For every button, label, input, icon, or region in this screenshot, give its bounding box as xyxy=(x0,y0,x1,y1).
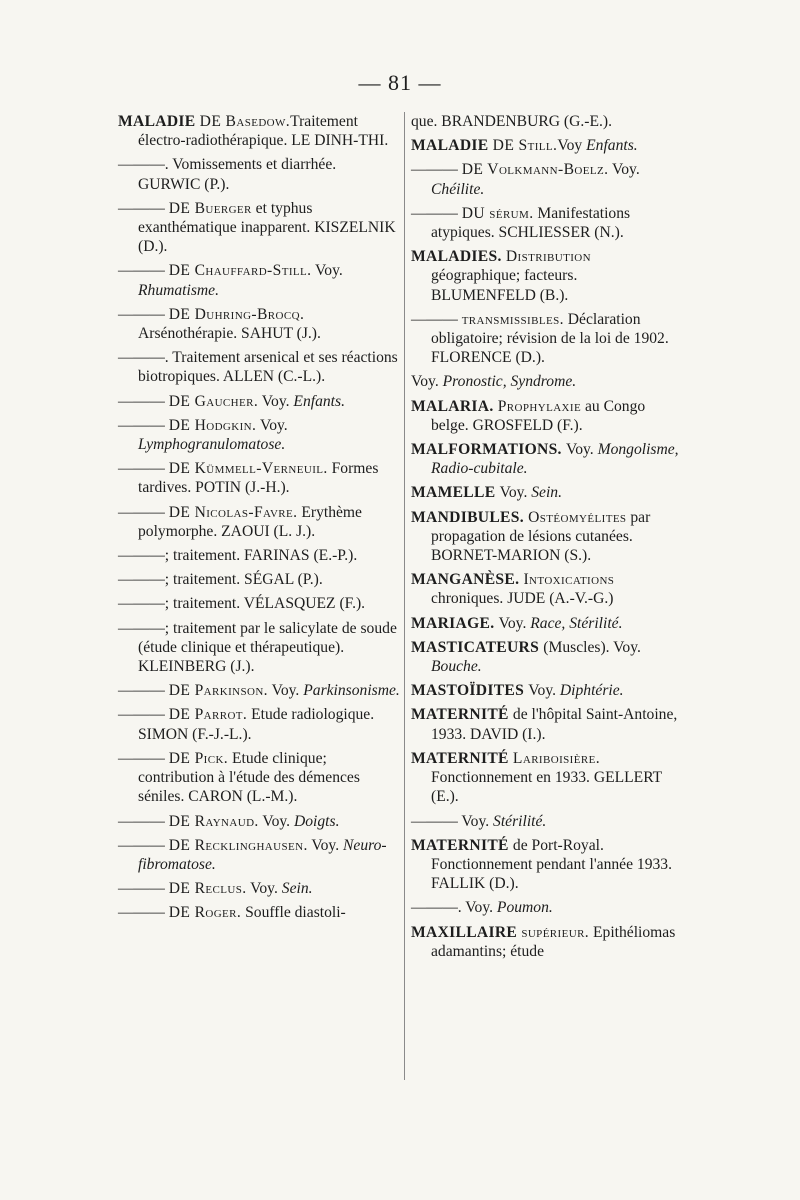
index-entry: ——— DE Chauffard-Still. Voy. Rhumatisme. xyxy=(118,262,343,299)
entry-sc: DE Parrot. xyxy=(168,706,248,724)
entry-head: MALADIES. xyxy=(411,248,506,266)
entry-rest: Voy. xyxy=(258,812,291,830)
entry-it: Parkinsonisme. xyxy=(299,682,400,700)
index-entry: ——— DE Gaucher. Voy. Enfants. xyxy=(118,392,345,410)
entry-it: Diphtérie. xyxy=(556,682,624,700)
index-entry: ——— DE Hodgkin. Voy. Lymphogranulomatose. xyxy=(118,416,288,454)
entry-rest: et typhus exanthématique inapparent. KISZELNIK (D.). xyxy=(138,199,396,256)
entry-rest: Voy. xyxy=(258,392,290,410)
index-entry: ——— DE Recklinghausen. Voy. Neuro-fibromatose. xyxy=(118,836,387,873)
index-entry xyxy=(411,508,683,566)
entry-sc: DE Hodgkin. xyxy=(168,416,257,434)
entry-head: MALADIE xyxy=(118,113,200,130)
entry-rest: Voy. xyxy=(411,373,439,391)
entry-sc: DE Volkmann-Boelz. xyxy=(461,161,609,179)
entry-it: Race, Stérilité. xyxy=(526,614,623,632)
entry-head: MAMELLE xyxy=(411,484,500,502)
entry-it: Mongolisme, Radio-cubitale. xyxy=(431,441,679,478)
entry-sc: DE Duhring-Brocq. xyxy=(168,305,305,323)
entry-it: Enfants. xyxy=(289,392,345,410)
entry-rest: Voy. xyxy=(307,836,340,854)
index-entry xyxy=(411,440,683,478)
entry-rest: Déclaration obligatoire; révision de la loi de 1902. FLORENCE (D.). xyxy=(431,310,669,367)
entry-it: Bouche. xyxy=(431,658,482,676)
index-entry: ——— DE Kümmell-Verneuil. Formes tardives. POTIN (J.-H.). xyxy=(118,460,379,497)
entry-rest: Voy. xyxy=(565,441,594,459)
index-entry xyxy=(118,348,400,386)
entry-rest: Voy. xyxy=(608,161,640,179)
page-number: — 81 — xyxy=(358,70,442,95)
entry-rest: Erythème polymorphe. ZAOUI (L. J.). xyxy=(138,503,362,540)
right-column xyxy=(411,112,683,966)
entry-rest: (Muscles). Voy. xyxy=(543,638,641,656)
index-entry: ——— DE Nicolas-Favre. Erythème polymorphe. ZAOUI (L. J.). xyxy=(118,503,362,540)
entry-rest: Voy. xyxy=(528,682,557,700)
entry-rest: ———. Vomissements et diarrhée. GURWIC (P.). xyxy=(118,156,337,193)
entry-sc: DE Roger. xyxy=(168,904,242,922)
entry-sc: Prophylaxie xyxy=(497,397,582,415)
entry-rest: ———; traitement. FARINAS (E.-P.). xyxy=(118,547,358,565)
entry-rest: Etude radiologique. SIMON (F.-J.-L.). xyxy=(138,706,375,743)
index-entry xyxy=(118,112,400,150)
index-entry: ——— transmissibles. Déclaration obligatoire; révision de la loi de 1902. FLORENCE (D.). xyxy=(411,310,669,367)
entry-rest: chroniques. JUDE (A.-V.-G.) xyxy=(431,590,614,608)
entry-rest: Voy. xyxy=(267,682,300,700)
index-entry: ——— DE Duhring-Brocq. Arsénothérapie. SAHUT (J.). xyxy=(118,305,321,343)
entry-head: MALARIA. xyxy=(411,397,498,415)
entry-rest: Formes tardives. POTIN (J.-H.). xyxy=(138,460,379,497)
entry-rest: Fonctionnement en 1933. GELLERT (E.). xyxy=(431,769,662,806)
index-entry xyxy=(411,638,683,676)
entry-it: Stérilité. xyxy=(489,812,547,830)
entry-head: MAXILLAIRE xyxy=(411,923,522,941)
left-column xyxy=(118,112,400,928)
index-entry xyxy=(411,247,683,305)
entry-rest: ———. Traitement arsenical et ses réactions biotropiques. ALLEN (C.-L.). xyxy=(118,349,398,386)
entry-head: MALADIE xyxy=(411,137,493,155)
index-entry xyxy=(411,614,683,633)
index-entry xyxy=(118,155,400,193)
index-entry: ——— DE Buerger et typhus exanthématique inapparent. KISZELNIK (D.). xyxy=(118,199,396,256)
entry-rest: Traitement électro-radiothérapique. LE DINH-THI. xyxy=(138,113,389,150)
index-entry xyxy=(118,546,400,565)
entry-rest: ———; traitement. VÉLASQUEZ (F.). xyxy=(118,595,366,613)
index-entry xyxy=(411,570,683,608)
entry-rest: Voy xyxy=(557,137,583,155)
entry-head: MALFORMATIONS. xyxy=(411,441,566,459)
entry-it: Doigts. xyxy=(290,812,340,830)
entry-sc: Lariboisière. xyxy=(512,749,600,767)
entry-it: Chéilite. xyxy=(431,180,485,198)
entry-rest: que. BRANDENBURG (G.-E.). xyxy=(411,113,612,130)
entry-it: Sein. xyxy=(277,880,313,898)
entry-it: Pronostic, Syndrome. xyxy=(438,373,577,391)
entry-head: MATERNITÉ xyxy=(411,749,513,767)
entry-sc: DE Reclus. xyxy=(168,880,247,898)
entry-sc: DE Basedow. xyxy=(199,113,291,130)
index-entry xyxy=(411,898,683,917)
entry-sc: Ostéomyélites xyxy=(528,508,627,526)
entry-sc: DE Chauffard-Still. xyxy=(168,262,312,280)
entry-rest: Voy. xyxy=(256,416,288,434)
index-entry xyxy=(118,619,400,677)
entry-rest: Manifestations atypiques. SCHLIESSER (N.). xyxy=(431,204,631,242)
entry-rest: Souffle diastoli- xyxy=(241,904,346,922)
entry-rest: Voy. xyxy=(498,614,527,632)
entry-head: MASTOÏDITES xyxy=(411,682,529,700)
entry-rest: Voy. xyxy=(246,880,278,898)
entry-sc: Intoxications xyxy=(523,571,615,589)
column-divider xyxy=(404,112,405,1080)
entry-sc: DE Raynaud. xyxy=(168,812,259,830)
index-entry xyxy=(411,749,683,807)
entry-rest: Etude clinique; contribution à l'étude des démences séniles. CARON (L.-M.). xyxy=(138,749,360,806)
entry-rest: Epithéliomas adamantins; étude xyxy=(431,923,676,960)
entry-sc: DE Still. xyxy=(492,137,558,155)
entry-it: Rhumatisme. xyxy=(138,281,219,299)
entry-head: MASTICATEURS xyxy=(411,638,544,656)
entry-head: MATERNITÉ xyxy=(411,836,513,854)
entry-rest: de l'hôpital Saint-Antoine, 1933. DAVID (I.). xyxy=(431,706,678,743)
index-entry xyxy=(411,372,683,391)
index-entry xyxy=(118,570,400,589)
entry-it: Lymphogranulomatose. xyxy=(138,436,286,454)
index-entry xyxy=(411,923,683,961)
index-entry: ——— DE Roger. Souffle diastoli- xyxy=(118,904,346,922)
entry-rest: ——— Voy. xyxy=(411,812,490,830)
entry-it: Neuro-fibromatose. xyxy=(138,836,387,873)
index-entry: ——— DE Raynaud. Voy. Doigts. xyxy=(118,812,340,830)
index-entry: ——— DU sérum. Manifestations atypiques. SCHLIESSER (N.). xyxy=(411,204,631,242)
entry-rest: Arsénothérapie. SAHUT (J.). xyxy=(138,325,321,343)
entry-rest: ———; traitement par le salicylate de soude (étude clinique et thérapeutique). KLEINBERG (J.). xyxy=(118,619,397,676)
index-entry xyxy=(411,483,683,502)
entry-rest: géographique; facteurs. BLUMENFELD (B.). xyxy=(431,267,578,304)
entry-head: MANDIBULES. xyxy=(411,508,529,526)
entry-rest: Voy. xyxy=(311,262,343,280)
entry-sc: DE Pick. xyxy=(168,749,229,767)
index-entry xyxy=(411,681,683,700)
entry-sc: transmissibles. xyxy=(461,310,564,328)
entry-sc: DE Buerger xyxy=(168,199,252,217)
entry-rest: par propagation de lésions cutanées. BORNET-MARION (S.). xyxy=(431,508,651,565)
entry-rest: au Congo belge. GROSFELD (F.). xyxy=(431,397,646,434)
entry-head: MANGANÈSE. xyxy=(411,571,524,589)
entry-sc: DU sérum. xyxy=(461,204,534,222)
index-entry xyxy=(118,594,400,613)
entry-sc: DE Nicolas-Favre. xyxy=(168,503,298,521)
entry-sc: DE Parkinson. xyxy=(168,682,268,700)
entry-sc: DE Recklinghausen. xyxy=(168,836,308,854)
entry-head: MARIAGE. xyxy=(411,614,499,632)
index-entry: ——— DE Reclus. Voy. Sein. xyxy=(118,880,313,898)
index-entry: ——— DE Pick. Etude clinique; contribution à l'étude des démences séniles. CARON (L.-M.). xyxy=(118,749,360,806)
entry-sc: supérieur. xyxy=(521,923,590,941)
index-entry: ——— DE Parrot. Etude radiologique. SIMON (F.-J.-L.). xyxy=(118,706,375,743)
index-entry: ——— DE Parkinson. Voy. Parkinsonisme. xyxy=(118,682,400,700)
index-entry: ——— DE Volkmann-Boelz. Voy. Chéilite. xyxy=(411,161,640,198)
entry-head: MATERNITÉ xyxy=(411,706,513,724)
entry-it: Enfants. xyxy=(582,137,638,155)
entry-it: Poumon. xyxy=(493,899,553,917)
entry-rest: Voy. xyxy=(499,484,528,502)
entry-sc: Distribution xyxy=(505,248,591,266)
index-entry xyxy=(411,397,683,435)
index-entry xyxy=(411,836,683,894)
entry-rest: ———; traitement. SÉGAL (P.). xyxy=(118,571,323,589)
entry-sc: DE Kümmell-Verneuil. xyxy=(168,460,328,478)
entry-rest: ———. Voy. xyxy=(411,899,494,917)
entry-rest: de Port-Royal. Fonctionnement pendant l'année 1933. FALLIK (D.). xyxy=(431,836,672,893)
entry-sc: DE Gaucher. xyxy=(168,392,259,410)
index-entry xyxy=(411,705,683,743)
index-entry xyxy=(411,112,683,131)
index-entry xyxy=(411,136,683,155)
index-entry xyxy=(411,812,683,831)
entry-it: Sein. xyxy=(527,484,562,502)
